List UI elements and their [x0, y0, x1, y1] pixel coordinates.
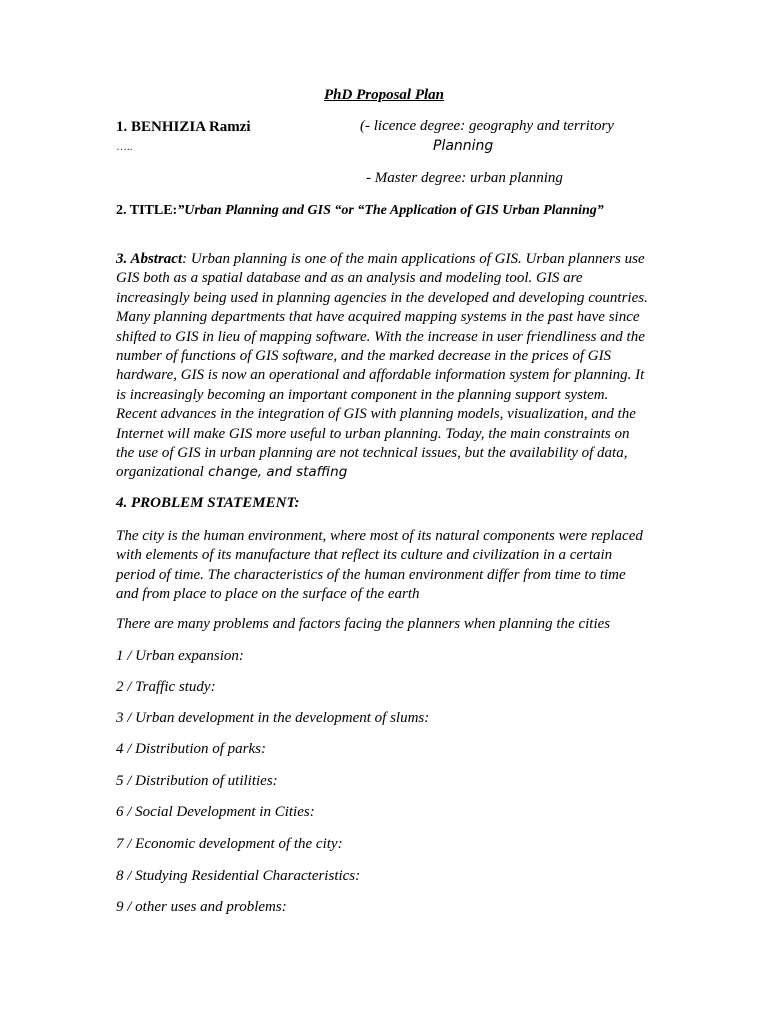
abstract-section	[116, 250, 650, 483]
author-ellipsis: …..	[116, 141, 133, 153]
title-section	[116, 201, 646, 221]
problem-item: 3 / Urban development in the development of slums:	[116, 710, 430, 726]
master-degree-line: - Master degree: urban planning	[366, 170, 563, 186]
abstract-tail: change, and staffing	[203, 464, 348, 481]
problem-item: 7 / Economic development of the city:	[116, 836, 343, 852]
problem-statement-heading: 4. PROBLEM STATEMENT:	[116, 495, 300, 511]
problem-item: 6 / Social Development in Cities:	[116, 804, 315, 820]
author-name: 1. BENHIZIA Ramzi	[116, 119, 251, 135]
problem-item: 2 / Traffic study:	[116, 679, 216, 695]
problem-item: 5 / Distribution of utilities:	[116, 773, 278, 789]
problem-item: 1 / Urban expansion:	[116, 648, 244, 664]
licence-degree-line: (- licence degree: geography and territory	[360, 118, 614, 134]
abstract-label: 3. Abstract	[116, 251, 183, 267]
licence-degree-continuation: Planning	[433, 138, 494, 154]
abstract-text: : Urban planning is one of the main applications of GIS. Urban planners use GIS both as a spatial database and as an analysis and modeling tool. GIS are increasingly being used in planning agencies in the developed and developing countries. Many planning departments that have acquired mapping systems in the past have since shifted to GIS in lieu of mapping software. With the increase in user friendliness and the number of functions of GIS software, and the marked decrease in the prices of GIS hardware, GIS is now an operational and affordable information system for planning. It is increasingly becoming an important component in the planning support system. Recent advances in the integration of GIS with planning models, visualization, and the Internet will make GIS more useful to urban planning. Today, the main constraints on the use of GIS in urban planning are not technical issues, but the availability of data, organizational	[116, 251, 648, 481]
problem-item: 9 / other uses and problems:	[116, 899, 287, 915]
title-section-label: 2. TITLE:	[116, 203, 178, 218]
problem-intro: There are many problems and factors facing the planners when planning the cities	[116, 616, 611, 632]
title-section-text: ”Urban Planning and GIS “or “The Application of GIS Urban Planning”	[177, 203, 604, 218]
document-title: PhD Proposal Plan	[323, 87, 444, 103]
problem-item: 8 / Studying Residential Characteristics:	[116, 868, 361, 884]
problem-item: 4 / Distribution of parks:	[116, 741, 267, 757]
problem-statement-paragraph: The city is the human environment, where most of its natural components were replaced with elements of its manufacture that reflect its culture and civilization in a certain period of time. The characteristics of the human environment differ from time to time and from place to place on the surface of the earth	[116, 528, 643, 603]
